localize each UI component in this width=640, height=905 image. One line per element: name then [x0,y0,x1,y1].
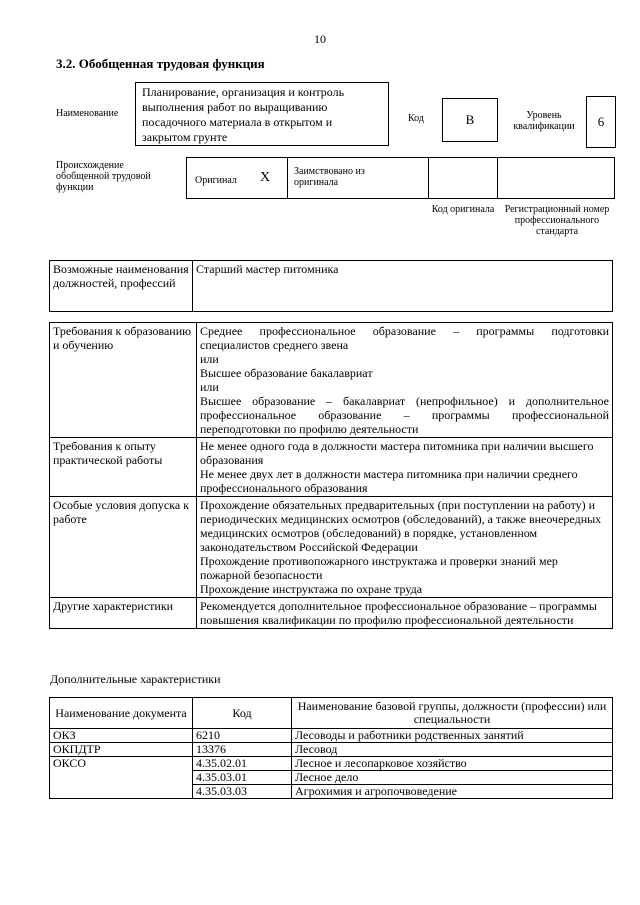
positions-label: Возможные наименования должностей, профессий [50,261,193,312]
req-content [197,323,613,438]
page-number: 10 [314,32,326,46]
code-label: Код [408,113,424,124]
name-label: Наименование [56,108,119,119]
origin-borrowed-cell [287,157,429,199]
row-name: Лесное и лесопарковое хозяйство [292,757,613,771]
section-title: 3.2. Обобщенная трудовая функция [56,56,265,71]
req-label: Требования к образованию и обучению [50,323,197,438]
requirements-table [49,322,613,629]
row-doc: ОКСО [50,757,193,799]
original-mark: X [260,170,271,185]
header-doc: Наименование документа [50,698,193,729]
level-label: Уровень квалификации [513,110,575,132]
req-label: Требования к опыту практической работы [50,438,197,497]
req-line: Высшее образование – бакалавриат (непрофильное) и дополнительное профессиональное образование – программы профессиональной переподготовки по профилю деятельности [200,394,609,436]
req-row-conditions [50,497,613,598]
req-line: Прохождение инструктажа по охране труда [200,582,423,596]
level-value: 6 [586,96,616,148]
req-label: Другие характеристики [50,598,197,629]
positions-table [49,260,613,312]
header-code: Код [193,698,292,729]
row-name: Лесоводы и работники родственных занятий [292,729,613,743]
row-code: 13376 [193,743,292,757]
row-doc: ОКПДТР [50,743,193,757]
req-line: Прохождение обязательных предварительных (при поступлении на работу) и периодических медицинских осмотров (обследований), а также внеочередных медицинских осмотров (обследований) в порядке, установленном законодательством Российской Федерации [200,498,602,554]
row-name: Лесовод [292,743,613,757]
table-row [50,729,613,743]
req-row-other [50,598,613,629]
additional-header-row [50,698,613,729]
code-original-caption: Код оригинала [431,204,495,215]
function-name: Планирование, организация и контроль выполнения работ по выращиванию посадочного материала в открытом и закрытом грунте [135,82,389,146]
req-content [197,497,613,598]
req-line: Прохождение противопожарного инструктажа и проверки знаний мер пожарной безопасности [200,554,558,582]
req-line: Не менее одного года в должности мастера питомника при наличии высшего образования [200,439,594,467]
positions-value: Старший мастер питомника [193,261,613,312]
code-original-cell [428,157,498,199]
additional-title: Дополнительные характеристики [50,672,221,686]
req-line: Рекомендуется дополнительное профессиональное образование – программы повышения квалификации по профилю профессиональной деятельности [200,599,597,627]
req-content [197,438,613,497]
req-row-experience [50,438,613,497]
row-code: 4.35.03.01 [193,771,292,785]
req-line: или [200,352,219,366]
table-row [50,743,613,757]
code-value: B [442,98,498,142]
req-content [197,598,613,629]
req-line: Высшее образование бакалавриат [200,366,373,380]
original-label: Оригинал [195,175,237,186]
row-doc: ОКЗ [50,729,193,743]
row-code: 6210 [193,729,292,743]
reg-number-caption: Регистрационный номер профессионального стандарта [504,204,610,237]
additional-table [49,697,613,799]
reg-number-cell [497,157,615,199]
borrowed-label: Заимствовано из оригинала [294,166,365,188]
req-label: Особые условия допуска к работе [50,497,197,598]
origin-label: Происхождение обобщенной трудовой функции [56,160,151,193]
origin-original-cell [186,157,288,199]
req-row-education [50,323,613,438]
row-name: Агрохимия и агропочвоведение [292,785,613,799]
row-code: 4.35.03.03 [193,785,292,799]
header-name: Наименование базовой группы, должности (профессии) или специальности [292,698,613,729]
req-line: Среднее профессиональное образование – программы подготовки специалистов среднего звена [200,324,609,352]
row-code: 4.35.02.01 [193,757,292,771]
req-line: или [200,380,219,394]
table-row [50,757,613,771]
row-name: Лесное дело [292,771,613,785]
req-line: Не менее двух лет в должности мастера питомника при наличии среднего профессионального образования [200,467,578,495]
